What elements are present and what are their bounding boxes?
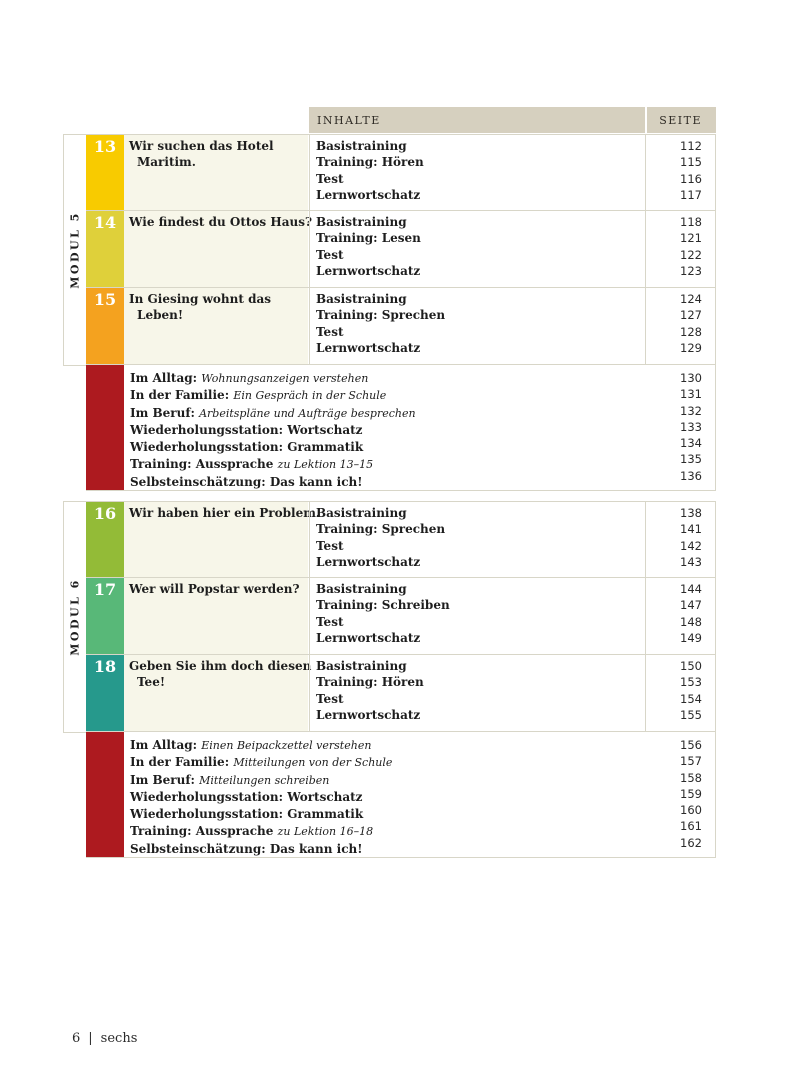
- page-number: 127: [680, 308, 702, 323]
- training-item[interactable]: Lernwortschatz: [316, 263, 421, 278]
- page-number: 116: [680, 171, 702, 186]
- training-item[interactable]: Training: Lesen: [316, 231, 421, 246]
- training-item[interactable]: Test: [316, 691, 344, 706]
- lesson-pages: [645, 288, 716, 364]
- training-item[interactable]: Lernwortschatz: [316, 630, 421, 645]
- page-number: 161: [680, 819, 702, 834]
- page-number: 149: [680, 630, 702, 645]
- page-number: 158: [680, 770, 702, 785]
- extra-item[interactable]: Im Alltag: Einen Beipackzettel verstehen: [130, 738, 372, 752]
- page-number: 142: [680, 538, 702, 553]
- footer-separator: |: [88, 1031, 93, 1046]
- page-number: 160: [680, 803, 702, 818]
- extra-item[interactable]: Im Alltag: Wohnungsanzeigen verstehen: [130, 371, 369, 385]
- lesson-pages: [645, 578, 716, 654]
- lesson-title-line: Tee!: [137, 675, 166, 689]
- page-number: 157: [680, 754, 702, 769]
- lesson-title-line: Maritim.: [137, 155, 196, 169]
- training-item[interactable]: Training: Hören: [316, 675, 424, 690]
- page-number: 138: [680, 506, 702, 520]
- page-number: 124: [680, 292, 702, 306]
- extra-item[interactable]: Training: Aussprache zu Lektion 13–15: [130, 457, 374, 472]
- lesson-number: 17: [86, 578, 124, 654]
- extras-list: [124, 732, 645, 857]
- training-item[interactable]: Lernwortschatz: [316, 707, 421, 722]
- lesson-title-line: Leben!: [137, 308, 184, 322]
- page-number: 134: [680, 436, 702, 451]
- training-item[interactable]: Basistraining: [316, 582, 407, 596]
- page-number: 150: [680, 659, 702, 673]
- lesson-title-line: Geben Sie ihm doch diesen: [129, 659, 312, 673]
- lesson-title-line: Wir haben hier ein Problem.: [129, 506, 321, 520]
- modul-label: [63, 501, 86, 733]
- lesson-title-line: Wie findest du Ottos Haus?: [129, 215, 312, 229]
- page-number: 136: [680, 468, 702, 483]
- training-item[interactable]: Test: [316, 324, 344, 339]
- lesson-number: 16: [86, 502, 124, 577]
- lesson-number: 13: [86, 135, 124, 210]
- lesson-title[interactable]: [124, 288, 308, 364]
- lesson-trainings: [309, 135, 644, 210]
- column-header-seite: SEITE: [647, 107, 716, 133]
- page-number: 128: [680, 324, 702, 339]
- lesson-trainings: [309, 578, 644, 654]
- modul-label-text: MODUL 5: [68, 211, 82, 289]
- lesson-trainings: [309, 211, 644, 287]
- lesson-row[interactable]: [86, 578, 716, 655]
- page-number: 141: [680, 522, 702, 537]
- page-number: 132: [680, 403, 702, 418]
- page-number: 117: [680, 187, 702, 202]
- extra-item[interactable]: Wiederholungsstation: Wortschatz: [130, 422, 363, 437]
- page-number: 156: [680, 738, 702, 752]
- lesson-title-line: Wer will Popstar werden?: [129, 582, 300, 596]
- page-number: 148: [680, 614, 702, 629]
- extra-item[interactable]: Selbsteinschätzung: Das kann ich!: [130, 841, 363, 856]
- extras-color-bar: [86, 365, 124, 490]
- page-number: 122: [680, 247, 702, 262]
- training-item[interactable]: Training: Sprechen: [316, 308, 446, 323]
- lesson-title-line: In Giesing wohnt das: [129, 292, 271, 306]
- extras-block: [86, 732, 716, 858]
- training-item[interactable]: Test: [316, 171, 344, 186]
- training-item[interactable]: Training: Schreiben: [316, 598, 450, 613]
- lesson-title-line: Wir suchen das Hotel: [129, 139, 274, 153]
- extra-item[interactable]: In der Familie: Mitteilungen von der Schule: [130, 755, 393, 770]
- modul-5-section: [63, 134, 716, 492]
- lesson-title[interactable]: [124, 211, 312, 287]
- page-number: 115: [680, 155, 702, 170]
- page-number: 153: [680, 675, 702, 690]
- extra-item[interactable]: Wiederholungsstation: Wortschatz: [130, 789, 363, 804]
- training-item[interactable]: Lernwortschatz: [316, 187, 421, 202]
- lesson-pages: [645, 655, 716, 731]
- training-item[interactable]: Training: Hören: [316, 155, 424, 170]
- lesson-row[interactable]: [86, 134, 716, 211]
- training-item[interactable]: Basistraining: [316, 215, 407, 229]
- lesson-number: 18: [86, 655, 124, 731]
- page-number: 129: [680, 340, 702, 355]
- lesson-row[interactable]: [86, 288, 716, 365]
- training-item[interactable]: Lernwortschatz: [316, 554, 421, 569]
- training-item[interactable]: Test: [316, 247, 344, 262]
- page-number: 155: [680, 707, 702, 722]
- footer-page-word: sechs: [100, 1031, 138, 1046]
- footer-page-number: 6: [72, 1031, 81, 1046]
- extra-item[interactable]: In der Familie: Ein Gespräch in der Schule: [130, 388, 387, 403]
- page-number: 147: [680, 598, 702, 613]
- extras-block: [86, 365, 716, 491]
- lesson-row[interactable]: [86, 211, 716, 288]
- page-number: 135: [680, 452, 702, 467]
- training-item[interactable]: Training: Sprechen: [316, 522, 446, 537]
- extra-item[interactable]: Wiederholungsstation: Grammatik: [130, 807, 364, 822]
- lesson-number: 14: [86, 211, 124, 287]
- extra-item[interactable]: Im Beruf: Mitteilungen schreiben: [130, 772, 330, 787]
- extra-item[interactable]: Im Beruf: Arbeitspläne und Aufträge besprechen: [130, 405, 416, 420]
- page-number: 143: [680, 554, 702, 569]
- training-item[interactable]: Basistraining: [316, 139, 407, 153]
- page-number: 118: [680, 215, 702, 229]
- extras-list: [124, 365, 645, 490]
- page-number: 154: [680, 691, 702, 706]
- page-number: 130: [680, 371, 702, 385]
- lesson-row[interactable]: [86, 501, 716, 578]
- extras-pages: [645, 365, 716, 490]
- lesson-pages: [645, 211, 716, 287]
- training-item[interactable]: Lernwortschatz: [316, 340, 421, 355]
- page-number: 112: [680, 139, 702, 153]
- lesson-pages: [645, 135, 716, 210]
- lesson-trainings: [309, 655, 644, 731]
- lesson-pages: [645, 502, 716, 577]
- lesson-title[interactable]: [124, 135, 308, 210]
- training-item[interactable]: Basistraining: [316, 506, 407, 520]
- training-item[interactable]: Test: [316, 614, 344, 629]
- page-number: 133: [680, 419, 702, 434]
- training-item[interactable]: Test: [316, 538, 344, 553]
- extra-item[interactable]: Training: Aussprache zu Lektion 16–18: [130, 824, 374, 839]
- lesson-title[interactable]: [124, 655, 312, 731]
- training-item[interactable]: Basistraining: [316, 292, 407, 306]
- page-footer: [72, 1031, 137, 1046]
- lesson-title[interactable]: [124, 502, 321, 577]
- extras-pages: [645, 732, 716, 857]
- page-number: 123: [680, 263, 702, 278]
- page-number: 162: [680, 835, 702, 850]
- extras-color-bar: [86, 732, 124, 857]
- page-number: 144: [680, 582, 702, 596]
- extra-item[interactable]: Wiederholungsstation: Grammatik: [130, 440, 364, 455]
- page-number: 131: [680, 387, 702, 402]
- lesson-trainings: [309, 502, 644, 577]
- lesson-number: 15: [86, 288, 124, 364]
- extra-item[interactable]: Selbsteinschätzung: Das kann ich!: [130, 474, 363, 489]
- column-header-inhalte: INHALTE: [309, 107, 645, 133]
- page-number: 159: [680, 786, 702, 801]
- modul-6-section: [63, 501, 716, 859]
- lesson-trainings: [309, 288, 644, 364]
- modul-label-text: MODUL 6: [68, 578, 82, 656]
- lesson-title[interactable]: [124, 578, 308, 654]
- training-item[interactable]: Basistraining: [316, 659, 407, 673]
- lesson-row[interactable]: [86, 655, 716, 732]
- modul-label: [63, 134, 86, 366]
- page-number: 121: [680, 231, 702, 246]
